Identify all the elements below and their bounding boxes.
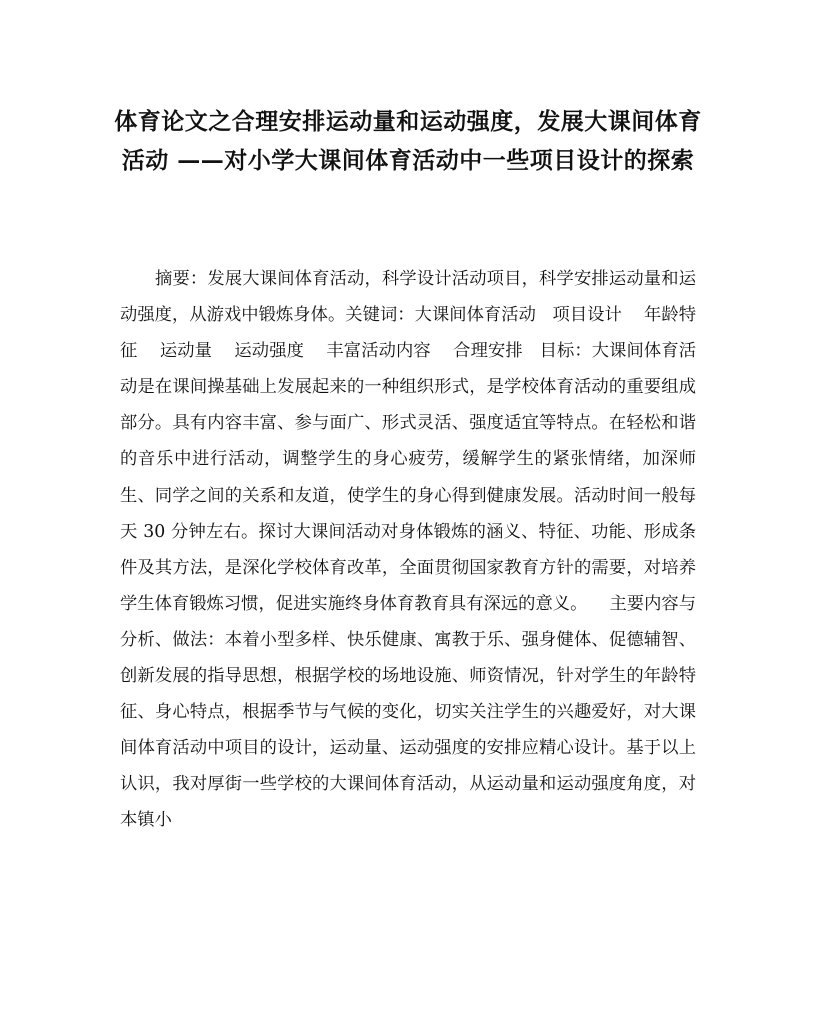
document-title: 体育论文之合理安排运动量和运动强度，发展大课间体育活动 ——对小学大课间体育活动中一些项目设计的探索: [114, 108, 702, 174]
document-body-paragraph: 摘要：发展大课间体育活动，科学设计活动项目，科学安排运动量和运动强度，从游戏中锻炼身体。关键词：大课间体育活动 项目设计 年龄特征 运动量 运动强度 丰富活动内容 合理安排 目标：大课间体育活动是在课间操基础上发展起来的一种组织形式，是学校体育活动的重要组成部分。具有内容丰富、参与面广、形式灵活、强度适宜等特点。在轻松和谐的音乐中进行活动，调整学生的身心疲劳，缓解学生的紧张情绪，加深师生、同学之间的关系和友道，使学生的身心得到健康发展。活动时间一般每天 30 分钟左右。探讨大课间活动对身体锻炼的涵义、特征、功能、形成条件及其方法，是深化学校体育改革，全面贯彻国家教育方针的需要，对培养学生体育锻炼习惯，促进实施终身体育教育具有深远的意义。 主要内容与分析、做法：本着小型多样、快乐健康、寓教于乐、强身健体、促德辅智、创新发展的指导思想，根据学校的场地设施、师资情况，针对学生的年龄特征、身心特点，根据季节与气候的变化，切实关注学生的兴趣爱好，对大课间体育活动中项目的设计，运动量、运动强度的安排应精心设计。基于以上认识，我对厚街一些学校的大课间体育活动，从运动量和运动强度角度，对本镇小: [120, 269, 696, 831]
